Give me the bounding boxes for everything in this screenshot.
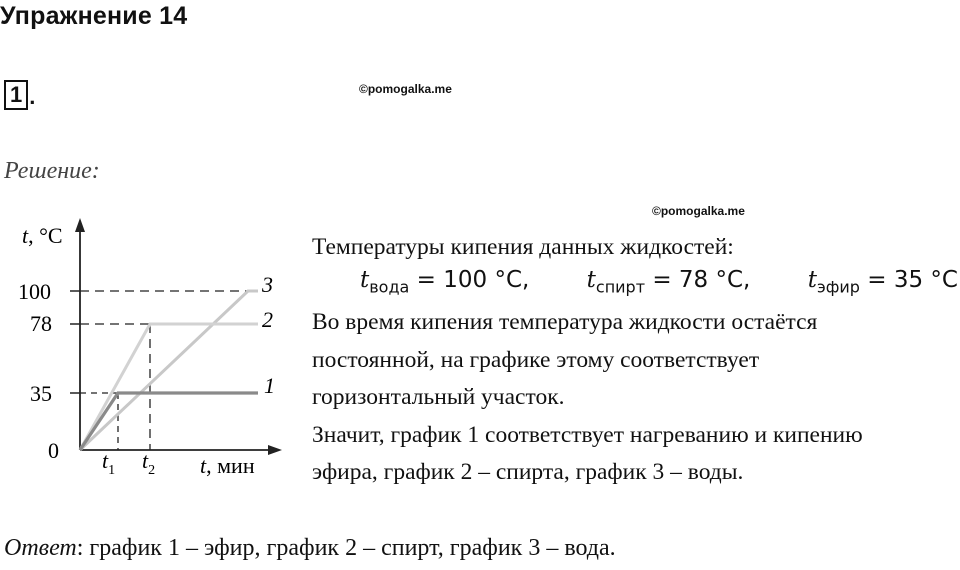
x-axis-label: t, мин: [200, 453, 255, 478]
y-axis-arrow: [75, 218, 85, 232]
curve-3: [80, 291, 258, 450]
formula-ether: $t_{эфир} = 35$ °C: [807, 267, 958, 297]
answer-text: : график 1 – эфир, график 2 – спирт, график 3 – вода.: [76, 535, 616, 561]
temperature-graph: [0, 210, 300, 485]
text-line: Во время кипения температура жидкости остаётся: [312, 309, 818, 335]
curve-label-2: 2: [262, 307, 273, 332]
y-tick-label: 100: [18, 279, 51, 304]
text-line: горизонтальный участок.: [312, 384, 565, 410]
y-axis-label: t, °С: [22, 223, 63, 248]
answer: [4, 535, 616, 562]
x-axis-arrow: [268, 445, 282, 455]
curve-label-3: 3: [262, 272, 273, 297]
solution-label: Решение:: [4, 158, 100, 184]
answer-label: Ответ: [4, 535, 77, 561]
formula-water: $t_{вода} = 100$ °C,: [360, 267, 530, 297]
page-title: Упражнение 14: [0, 2, 188, 30]
curve-label-1: 1: [264, 373, 275, 398]
task-number-box: 1: [4, 80, 28, 110]
x-tick-label-t2: $t_2$: [142, 448, 156, 478]
watermark: ©pomogalka.me: [359, 82, 452, 96]
curve-2: [80, 324, 258, 450]
formula-alcohol: $t_{спирт} = 78$ °C,: [586, 267, 751, 297]
text-line: постоянной, на графике этому соответствует: [312, 346, 760, 373]
text-line: Значит, график 1 соответствует нагреванию и кипению: [312, 421, 863, 448]
x-tick-label-t1: $t_1$: [102, 448, 116, 478]
y-tick-label: 35: [30, 381, 52, 406]
y-tick-label: 78: [30, 311, 52, 336]
task-number-dot: .: [29, 84, 36, 109]
text-line: Температуры кипения данных жидкостей:: [312, 234, 734, 260]
y-tick-label: 0: [48, 438, 59, 463]
boiling-points-formulas: [360, 267, 958, 297]
text-line: эфира, график 2 – спирта, график 3 – воды.: [312, 459, 744, 485]
watermark: ©pomogalka.me: [652, 204, 745, 218]
task-number: [4, 80, 35, 110]
